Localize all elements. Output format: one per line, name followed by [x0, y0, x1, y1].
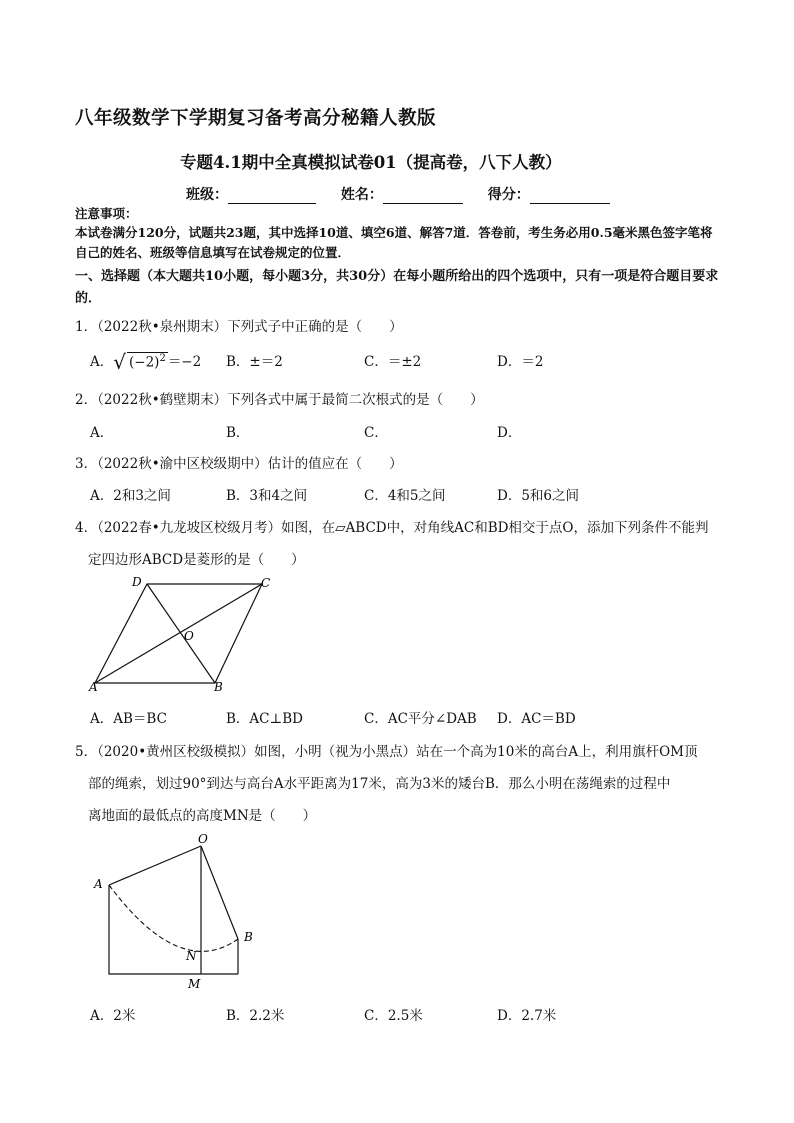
q5-option-c[interactable]: C．2.5米 — [364, 1008, 423, 1024]
label-m: M — [188, 977, 201, 991]
label-c: C — [261, 576, 271, 590]
q2-option-d[interactable]: D． — [497, 425, 522, 441]
q5-option-a[interactable]: A．2米 — [90, 1008, 136, 1024]
class-blank[interactable] — [228, 188, 316, 204]
label-b-platform: B — [244, 930, 253, 944]
q2-option-b[interactable]: B． — [226, 425, 250, 441]
q1-exponent: 2 — [159, 352, 166, 364]
swing-arc — [109, 885, 238, 951]
swing-figure — [90, 830, 270, 995]
q4-option-c[interactable]: C．AC平分∠DAB — [364, 711, 477, 727]
label-o: O — [184, 629, 194, 643]
question-1-stem: 1．（2022秋•泉州期末）下列式子中正确的是（ ） — [75, 319, 403, 335]
label-n: N — [186, 949, 197, 963]
q4-option-d[interactable]: D．AC＝BD — [497, 711, 576, 727]
question-4-stem-line1: 4．（2022春•九龙坡区校级月考）如图，在▱ABCD中，对角线AC和BD相交于点O，添加下列条件不能判 — [75, 520, 709, 536]
score-label: 得分： — [487, 187, 530, 203]
ground-and-platform-a — [109, 885, 238, 974]
q3-option-b[interactable]: B．3和4之间 — [226, 488, 308, 504]
score-blank[interactable] — [530, 188, 610, 204]
label-a: A — [89, 680, 98, 694]
q3-option-c[interactable]: C．4和5之间 — [364, 488, 446, 504]
q2-option-a[interactable]: A． — [90, 425, 114, 441]
notes-text: 本试卷满分120分，试题共23题，其中选择10道、填空6道、解答7道．答卷前，考生务必用0.5毫米黑色签字笔将自己的姓名、班级等信息填写在试卷规定的位置． — [75, 225, 713, 260]
q1-option-a-letter: A． — [90, 354, 114, 370]
parallelogram-figure — [85, 570, 285, 695]
q1-option-c[interactable]: C．＝±2 — [364, 354, 422, 370]
q4-option-a[interactable]: A．AB＝BC — [90, 711, 167, 727]
q1-option-b[interactable]: B．±＝2 — [226, 354, 283, 370]
name-blank[interactable] — [383, 188, 463, 204]
q5-option-b[interactable]: B．2.2米 — [226, 1008, 285, 1024]
question-4-stem-line2: 定四边形ABCD是菱形的是（ ） — [88, 552, 305, 568]
label-a-platform: A — [94, 877, 103, 891]
question-5-stem-line2: 部的绳索，划过90°到达与高台A水平距离为17米，高为3米的矮台B．那么小明在荡绳索的过程中 — [88, 776, 671, 792]
q4-option-b[interactable]: B．AC⊥BD — [226, 711, 303, 727]
name-label: 姓名： — [340, 187, 383, 203]
diagonal-ac — [95, 584, 262, 683]
rope-ob — [201, 846, 238, 939]
question-3-stem: 3．（2022秋•渝中区校级期中）估计的值应在（ ） — [75, 456, 403, 472]
q1-radicand: (−2) — [129, 354, 160, 370]
label-b: B — [214, 680, 223, 694]
q3-option-a[interactable]: A．2和3之间 — [90, 488, 171, 504]
label-d: D — [132, 575, 142, 589]
q1-option-d[interactable]: D．＝2 — [497, 354, 544, 370]
question-5-stem-line3: 离地面的最低点的高度MN是（ ） — [88, 808, 317, 824]
q2-option-c[interactable]: C． — [364, 425, 388, 441]
question-5-stem-line1: 5．（2020•黄州区校级模拟）如图，小明（视为小黑点）站在一个高为10米的高台A上，利用旗杆OM顶 — [75, 744, 698, 760]
q1-option-a-rhs: ＝−2 — [167, 354, 202, 370]
q3-option-d[interactable]: D．5和6之间 — [497, 488, 580, 504]
series-title: 八年级数学下学期复习备考高分秘籍人教版 — [75, 108, 437, 129]
q1-option-a[interactable] — [90, 350, 201, 374]
section-heading: 一、选择题（本大题共10小题，每小题3分，共30分）在每小题所给出的四个选项中，只有一项是符合题目要求的． — [75, 269, 719, 306]
class-label: 班级： — [186, 187, 228, 203]
diagonal-bd — [147, 584, 215, 683]
paper-title: 专题4.1期中全真模拟试卷01（提高卷，八下人教） — [180, 153, 562, 172]
question-2-stem: 2．（2022秋•鹤壁期末）下列各式中属于最简二次根式的是（ ） — [75, 392, 484, 408]
notes-heading: 注意事项： — [75, 206, 138, 221]
q5-option-d[interactable]: D．2.7米 — [497, 1008, 557, 1024]
rope-oa — [109, 846, 201, 885]
sqrt-icon: √ — [113, 350, 126, 374]
label-o-top: O — [198, 832, 208, 846]
student-info-line — [186, 184, 630, 204]
